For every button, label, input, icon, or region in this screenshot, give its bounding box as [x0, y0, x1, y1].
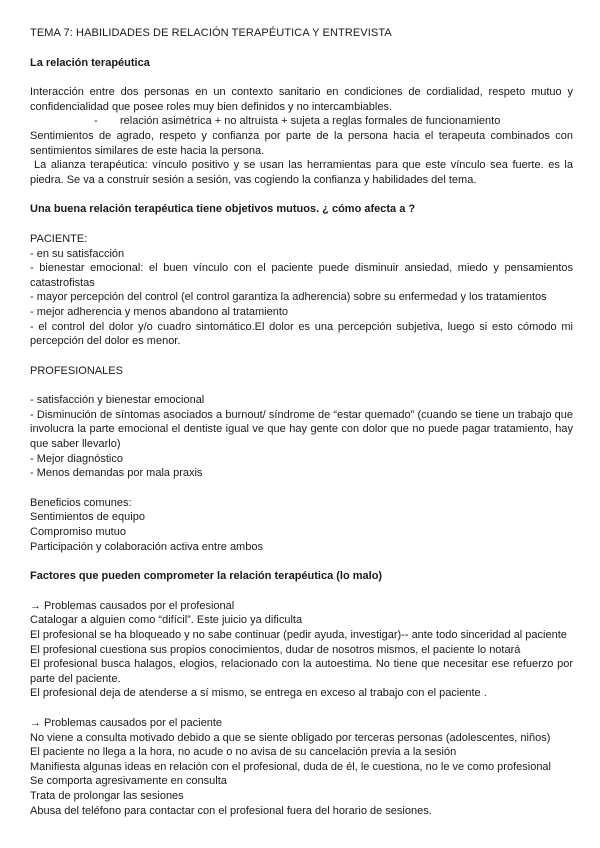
list-item: - bienestar emocional: el buen vínculo con el paciente puede disminuir ansiedad, miedo y pensamientos catastrofistas [30, 262, 573, 289]
list-item: No viene a consulta motivado debido a que se siente obligado por terceras personas (adolescentes, niños) [30, 731, 551, 744]
bullet-text: relación asimétrica + no altruista + sujeta a reglas formales de funcionamiento [120, 115, 501, 128]
list-item: - Disminución de síntomas asociados a burnout/ síndrome de “estar quemado” (cuando se tiene un trabajo que involucra la parte emocional el dentiste igual ve que hay gente con dolor que no puede pagar tratamiento, hay que saber llevarlo) [30, 408, 573, 451]
list-item: Manifiesta algunas ideas en relación con el profesional, duda de él, le cuestiona, no le ve como profesional [30, 760, 551, 773]
label-problemas-paciente: → Problemas causados por el paciente [30, 716, 222, 729]
list-item: Sentimientos de equipo [30, 511, 145, 524]
label-beneficios: Beneficios comunes: [30, 496, 132, 509]
list-item: Trata de prolongar las sesiones [30, 789, 184, 802]
list-item: Abusa del teléfono para contactar con el profesional fuera del horario de sesiones. [30, 804, 432, 817]
label-profesionales: PROFESIONALES [30, 364, 123, 377]
bullet-relacion [30, 114, 573, 129]
list-item: El profesional cuestiona sus propios conocimientos, dudar de nosotros mismos, el paciente lo notará [30, 643, 521, 656]
document-title: TEMA 7: HABILIDADES DE RELACIÓN TERAPÉUTICA Y ENTREVISTA [30, 27, 392, 39]
paragraph-alianza: La alianza terapéutica: vínculo positivo y se usan las herramientas para que este vínculo sea fuerte. es la piedra. Se va a construir sesión a sesión, vas cogiendo la confianza y habilidades del tema. [30, 159, 573, 186]
list-item: El paciente no llega a la hora, no acude o no avisa de su cancelación previa a la sesión [30, 746, 457, 759]
list-item: - Menos demandas por mala praxis [30, 467, 203, 480]
label-paciente: PACIENTE: [30, 232, 88, 245]
list-item: - satisfacción y bienestar emocional [30, 394, 205, 407]
list-item: - mayor percepción del control (el control garantiza la adherencia) sobre su enfermedad y los tratamientos [30, 291, 547, 304]
list-item: - en su satisfacción [30, 247, 125, 260]
section-heading-factores: Factores que pueden comprometer la relación terapéutica (lo malo) [30, 570, 383, 583]
list-item: El profesional busca halagos, elogios, relacionado con la autoestima. No tiene que necesitar ese refuerzo por parte del paciente. [30, 658, 573, 685]
list-item: Se comporta agresivamente en consulta [30, 775, 227, 788]
list-item: El profesional se ha bloqueado y no sabe continuar (pedir ayuda, investigar)-- ante todo sinceridad al paciente [30, 629, 567, 641]
section-heading-objetivos: Una buena relación terapéutica tiene objetivos mutuos. ¿ cómo afecta a ? [30, 203, 416, 216]
section-heading-relacion: La relación terapéutica [30, 56, 150, 69]
list-item: - Mejor diagnóstico [30, 452, 123, 465]
document-page [30, 26, 573, 818]
bullet-dash: - [94, 115, 98, 128]
list-item: Participación y colaboración activa entre ambos [30, 540, 263, 553]
list-item: - el control del dolor y/o cuadro sintomático.El dolor es una percepción subjetiva, luego si esto cómodo mi percepción del dolor es menor. [30, 320, 573, 348]
label-problemas-profesional: → Problemas causados por el profesional [30, 599, 235, 612]
list-item: Compromiso mutuo [30, 526, 126, 539]
paragraph-sentimientos: Sentimientos de agrado, respeto y confianza por parte de la persona hacia el terapeuta combinados con sentimientos similares de este hacia la persona. [30, 129, 573, 157]
list-item: Catalogar a alguien como “difícil”. Este juicio ya dificulta [30, 614, 303, 627]
list-item: - mejor adherencia y menos abandono al tratamiento [30, 305, 289, 318]
list-item: El profesional deja de atenderse a sí mismo, se entrega en exceso al trabajo con el paciente . [30, 687, 487, 700]
paragraph-definition: Interacción entre dos personas en un contexto sanitario en condiciones de cordialidad, respeto mutuo y confidencialidad que posee roles muy bien definidos y no intercambiables. [30, 86, 573, 113]
